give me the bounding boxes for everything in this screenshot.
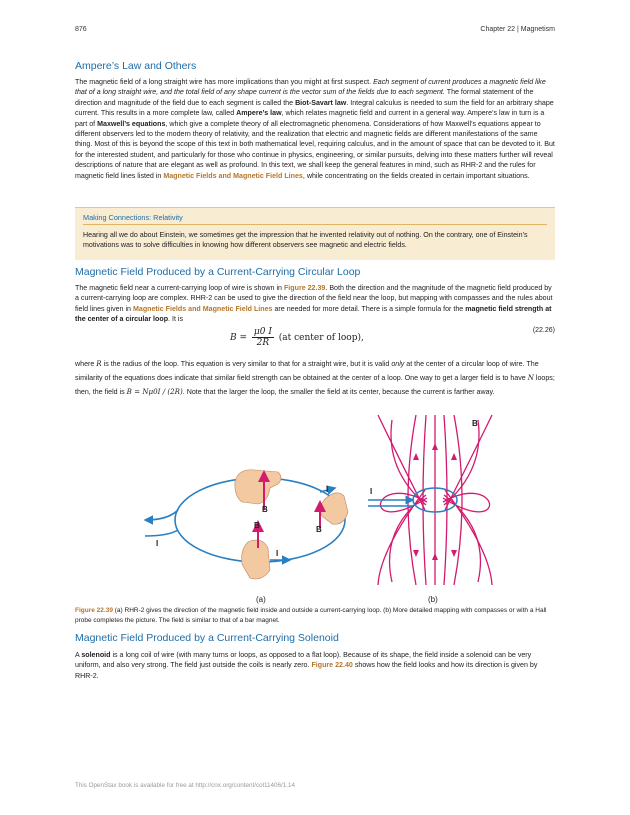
loop-diagram-a	[145, 470, 348, 579]
link-magnetic-fields[interactable]: Magnetic Fields and Magnetic Field Lines	[163, 171, 303, 180]
figure-caption: Figure 22.39 (a) RHR-2 gives the direction of the magnetic field inside and outside a current-carrying loop. (b) More detailed mapping with compasses or with a Hall probe completes the picture. The field is similar to that of a bar magnet.	[75, 607, 547, 624]
paragraph-loop-explanation: where R is the radius of the loop. This equation is very similar to that for a straight wire, but it is valid only at the center of a circular loop of wire. The similarity of the equations does indicate that similar field strength can be obtained at the center of a loop. One way to get a larger field is to have N loops; then, the field is B = Nμ0I / (2R). Note that the larger the loop, the smaller the field at its center, because the current is farther away.	[75, 359, 555, 396]
label-B-3: B	[316, 525, 322, 534]
section-title-circular-loop: Magnetic Field Produced by a Current-Carrying Circular Loop	[75, 266, 361, 278]
paragraph-circular-loop: The magnetic field near a current-carrying loop of wire is shown in Figure 22.39. Both the direction and the magnitude of the magnetic field produced by a current-carrying loop are complex. RHR-2 can be used to give the direction of the field near the loop, but mapping with compasses and the rules about field lines given in Magnetic Fields and Magnetic Field Lines are needed for more detail. There is a simple formula for the magnetic field strength at the center of a circular loop. It is	[75, 284, 553, 324]
label-B-2: B	[254, 521, 260, 530]
label-B-1: B	[262, 505, 268, 514]
link-figure-22-39[interactable]: Figure 22.39	[283, 284, 326, 292]
hand-top-icon	[235, 470, 281, 510]
section-title-solenoid: Magnetic Field Produced by a Current-Carrying Solenoid	[75, 632, 339, 644]
box-text: Hearing all we do about Einstein, we sometimes get the impression that he invented relativity out of nothing. On the contrary, one of Einstein’s motivations was to solve difficulties in knowing how different observers see magnetic and electric fields.	[83, 231, 528, 250]
link-figure-22-40[interactable]: Figure 22.40	[311, 661, 353, 670]
running-header: Chapter 22 | Magnetism	[480, 26, 555, 33]
equation-number: (22.26)	[532, 327, 555, 334]
link-magnetic-fields-2[interactable]: Magnetic Fields and Magnetic Field Lines	[132, 304, 273, 313]
box-title: Making Connections: Relativity	[83, 213, 183, 222]
figure-22-39	[130, 410, 510, 605]
paragraph-amperes-law: The magnetic field of a long straight wire has more implications than you might at first suspect. Each segment of current produces a magnetic field like that of a long straight wire, and the total field of any shape current is the vector sum of the fields due to each segment. The formal statement of the direction and magnitude of the field due to each segment is called the Biot-Savart law. Integral calculus is needed to sum the field for an arbitrary shape current. This results in a more complete law, called Ampere’s law, which relates magnetic field and current in a general way. Ampere’s law in turn is a part of Maxwell’s equations, which give a complete theory of all electromagnetic phenomena. Considerations of how Maxwell’s equations appear to different observers led to the modern theory of relativity, and the realization that electric and magnetic fields are different manifestations of the same thing. Most of this is beyond the scope of this text in both mathematical level, requiring calculus, and in the amount of space that can be devoted to it. But for the interested student, and particularly for those who continue in physics, engineering, or similar pursuits, delving into these matters further will reveal descriptions of nature that are elegant as well as profound. In this text, we shall keep the general features in mind, such as RHR-2 and the rules for magnetic field lines listed in Magnetic Fields and Magnetic Field Lines, while concentrating on the fields created in certain important situations.	[75, 78, 555, 180]
footer: This OpenStax book is available for free at http://cnx.org/content/col11406/1.14	[75, 782, 296, 789]
page-number: 876	[75, 26, 87, 33]
section-title-amperes-law: Ampere’s Law and Others	[75, 60, 197, 72]
label-I-2: I	[156, 539, 159, 548]
figure-label-a: (a)	[256, 595, 266, 604]
label-I-3: I	[276, 549, 279, 558]
label-I-b: I	[370, 487, 373, 496]
making-connections-box	[75, 207, 555, 260]
hand-right-icon	[320, 493, 348, 528]
label-I-1: I	[326, 485, 329, 494]
hand-bottom-icon	[242, 522, 270, 579]
figure-label-b: (b)	[428, 595, 438, 604]
equation-22-26: B = $\frac{\mu 0 I}{2R}$ (at center of loop),	[230, 327, 364, 348]
paragraph-solenoid: A solenoid is a long coil of wire (with many turns or loops, as opposed to a flat loop). Because of its shape, the field inside a solenoid can be very uniform, and also very strong. The field just outside the coils is nearly zero. Figure 22.40 shows how the field looks and how its direction is given by RHR-2.	[75, 651, 538, 680]
label-B-b: B	[472, 419, 478, 428]
